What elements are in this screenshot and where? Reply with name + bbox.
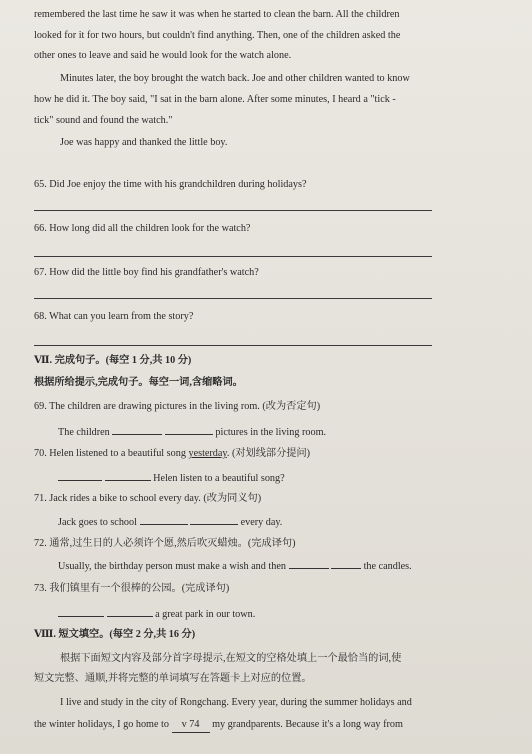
cloze-text: my grandparents. Because it's a long way from — [209, 719, 403, 730]
q70-underlined: yesterday — [188, 448, 227, 459]
q72-prefix: Usually, the birthday person must make a wish and then — [58, 561, 286, 572]
passage-line: how he did it. The boy said, "I sat in the barn alone. After some minutes, I heard a "tick - — [34, 94, 396, 105]
answer-line-67[interactable] — [34, 298, 432, 299]
cloze-text: the winter holidays, I go home to — [34, 719, 172, 730]
passage-line: Joe was happy and thanked the little boy. — [60, 137, 228, 148]
question-69-answer-line — [58, 424, 528, 440]
q72-blank-1[interactable] — [289, 558, 329, 569]
q70-suffix: Helen listen to a beautiful song? — [153, 473, 285, 484]
question-67: 67. How did the little boy find his grandfather's watch? — [34, 267, 259, 278]
q71-prefix: Jack goes to school — [58, 517, 137, 528]
q69-prefix: The children — [58, 427, 110, 438]
q70-blank-2[interactable] — [105, 470, 151, 481]
q70-instruction: . (对划线部分提问) — [226, 448, 311, 459]
section-vi-instruction: 根据所给提示,完成句子。每空一词,含缩略词。 — [34, 377, 243, 388]
question-71-answer-line — [58, 514, 528, 530]
question-68: 68. What can you learn from the story? — [34, 311, 194, 322]
section-vii-heading: Ⅷ. 短文填空。(每空 2 分,共 16 分) — [34, 629, 196, 640]
q72-suffix: the candles. — [363, 561, 412, 572]
q70-text: 70. Helen listened to a beautiful song — [34, 448, 189, 459]
question-73-answer-line — [58, 606, 528, 622]
question-66: 66. How long did all the children look for the watch? — [34, 223, 251, 234]
q72-blank-2[interactable] — [331, 558, 361, 569]
q69-suffix: pictures in the living room. — [215, 427, 327, 438]
section-vi-heading: Ⅶ. 完成句子。(每空 1 分,共 10 分) — [34, 355, 192, 366]
q71-blank-2[interactable] — [190, 514, 238, 525]
question-71: 71. Jack rides a bike to school every day. (改为同义句) — [34, 493, 262, 504]
question-73: 73. 我们镇里有一个很棒的公园。(完成译句) — [34, 583, 230, 594]
passage-line: looked for it for two hours, but couldn't find anything. Then, one of the children asked the — [34, 30, 401, 41]
passage-line: remembered the last time he saw it was when he started to clean the barn. All the children — [34, 9, 400, 20]
blank-74-number: 74 — [189, 719, 200, 730]
cloze-blank-74[interactable] — [172, 718, 210, 733]
q73-blank-2[interactable] — [107, 606, 153, 617]
section-vii-instruction: 短文完整、通顺,并将完整的单词填写在答题卡上对应的位置。 — [34, 673, 312, 684]
answer-line-68[interactable] — [34, 345, 432, 346]
question-65: 65. Did Joe enjoy the time with his grandchildren during holidays? — [34, 179, 307, 190]
q73-suffix: a great park in our town. — [155, 609, 256, 620]
section-vii-instruction: 根据下面短文内容及部分首字母提示,在短文的空格处填上一个最恰当的词,使 — [60, 653, 402, 664]
answer-line-66[interactable] — [34, 256, 432, 257]
question-70 — [34, 447, 504, 461]
answer-line-65[interactable] — [34, 210, 432, 211]
question-72: 72. 通常,过生日的人必须许个愿,然后吹灭蜡烛。(完成译句) — [34, 538, 296, 549]
q71-blank-1[interactable] — [140, 514, 188, 525]
question-69: 69. The children are drawing pictures in the living rom. (改为否定句) — [34, 401, 321, 412]
cloze-passage-line — [34, 718, 504, 733]
q69-blank-1[interactable] — [112, 424, 162, 435]
blank-74-hint: v — [181, 719, 187, 730]
passage-line: other ones to leave and said he would look for the watch alone. — [34, 50, 292, 61]
q73-blank-1[interactable] — [58, 606, 104, 617]
passage-line: Minutes later, the boy brought the watch back. Joe and other children wanted to know — [60, 73, 410, 84]
cloze-passage-line: I live and study in the city of Rongchang. Every year, during the summer holidays and — [60, 697, 412, 708]
question-70-answer-line — [58, 470, 528, 486]
q69-blank-2[interactable] — [165, 424, 213, 435]
q70-blank-1[interactable] — [58, 470, 102, 481]
passage-line: tick" sound and found the watch." — [34, 115, 173, 126]
q71-suffix: every day. — [240, 517, 283, 528]
question-72-answer-line — [58, 558, 528, 574]
